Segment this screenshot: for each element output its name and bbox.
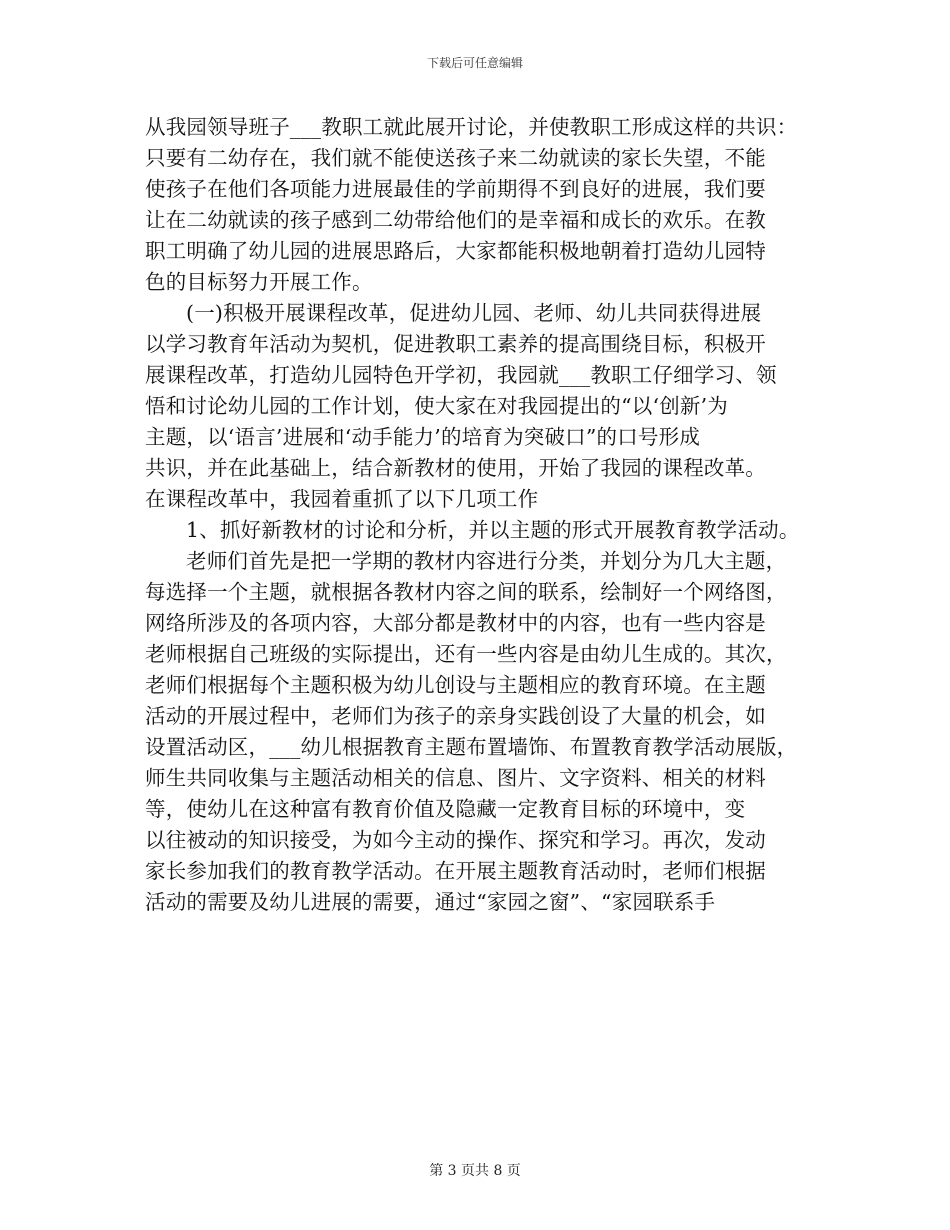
text-line: 网络所涉及的各项内容，大部分都是教材中的内容，也有一些内容是 (145, 611, 766, 635)
text-line: 师生共同收集与主题活动相关的信息、图片、文字资料、相关的材料 (145, 766, 766, 790)
text-line: 职工明确了幼儿园的进展思路后，大家都能积极地朝着打造幼儿园特 (145, 239, 766, 263)
text-line: 只要有二幼存在，我们就不能使送孩子来二幼就读的家长失望，不能 (145, 146, 766, 170)
text-line: 从我园领导班子___教职工就此展开讨论，并使教职工形成这样的共识： (145, 115, 798, 139)
text-line: 展课程改革，打造幼儿园特色开学初，我园就___教职工仔细学习、领 (145, 363, 777, 387)
text-line: 老师们首先是把一学期的教材内容进行分类，并划分为几大主题， (186, 549, 787, 573)
numbered-item: 1、抓好新教材的讨论和分析，并以主题的形式开展教育教学活动。 (186, 518, 800, 542)
text-line: 共识，并在此基础上，结合新教材的使用，开始了我园的课程改革。 (145, 456, 766, 480)
text-line: 在课程改革中，我园着重抓了以下几项工作 (145, 487, 539, 511)
text-line: 使孩子在他们各项能力进展最佳的学前期得不到良好的进展，我们要 (145, 177, 766, 201)
text-line: 色的目标努力开展工作。 (145, 270, 373, 294)
text-line: 以往被动的知识接受，为如今主动的操作、探究和学习。再次，发动 (145, 828, 766, 852)
text-line: 以学习教育年活动为契机，促进教职工素养的提高围绕目标，积极开 (145, 332, 766, 356)
text-line: 等，使幼儿在这种富有教育价值及隐藏一定教育目标的环境中，变 (145, 797, 746, 821)
text-line: 家长参加我们的教育教学活动。在开展主题教育活动时，老师们根据 (145, 859, 766, 883)
text-line: 老师们根据每个主题积极为幼儿创设与主题相应的教育环境。在主题 (145, 673, 766, 697)
page-header-note: 下载后可任意编辑 (426, 56, 523, 70)
page-number: 第 3 页共 8 页 (429, 1163, 521, 1179)
text-line: 设置活动区，___幼儿根据教育主题布置墙饰、布置教育教学活动展版， (145, 735, 798, 759)
text-line: 活动的开展过程中，老师们为孩子的亲身实践创设了大量的机会，如 (145, 704, 766, 728)
text-line: 悟和讨论幼儿园的工作计划，使大家在对我园提出的“以‘创新’为 (145, 394, 729, 418)
text-line: 活动的需要及幼儿进展的需要，通过“家园之窗”、“家园联系手 (145, 890, 716, 914)
text-line: 老师根据自己班级的实际提出，还有一些内容是由幼儿生成的。其次， (145, 642, 787, 666)
text-line: 每选择一个主题，就根据各教材内容之间的联系，绘制好一个网络图， (145, 580, 787, 604)
text-line: 让在二幼就读的孩子感到二幼带给他们的是幸福和成长的欢乐。在教 (145, 208, 766, 232)
document-body (145, 112, 825, 918)
text-line: 主题，以‘语言’进展和‘动手能力’的培育为突破口”的口号形成 (145, 425, 701, 449)
section-heading: (一)积极开展课程改革，促进幼儿园、老师、幼儿共同获得进展 (186, 301, 762, 325)
